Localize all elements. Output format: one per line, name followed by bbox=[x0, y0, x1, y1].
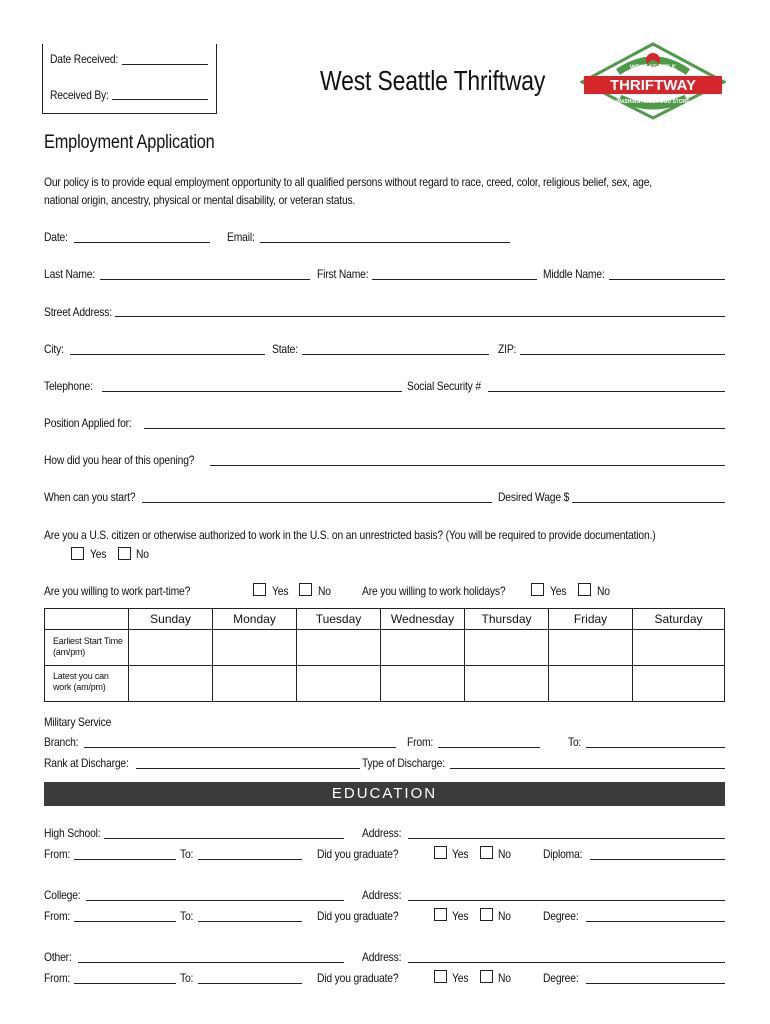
other-address-label: Address: bbox=[362, 950, 402, 964]
middle-name-field[interactable] bbox=[609, 279, 725, 280]
college-from-field[interactable] bbox=[74, 921, 176, 922]
first-name-label: First Name: bbox=[317, 267, 369, 281]
street-address-field[interactable] bbox=[115, 316, 725, 317]
grid-corner bbox=[45, 609, 129, 629]
availability-cell[interactable] bbox=[129, 665, 213, 701]
position-label: Position Applied for: bbox=[44, 416, 132, 430]
availability-cell[interactable] bbox=[633, 629, 724, 665]
day-header: Sunday bbox=[129, 609, 213, 629]
citizen-yes-checkbox[interactable] bbox=[71, 547, 84, 560]
availability-grid bbox=[44, 608, 725, 702]
availability-cell[interactable] bbox=[297, 629, 381, 665]
diploma-field[interactable] bbox=[590, 859, 725, 860]
part-time-yes-label: Yes bbox=[272, 584, 289, 598]
logo-main-text: THRIFTWAY bbox=[609, 77, 697, 94]
last-name-field[interactable] bbox=[100, 279, 310, 280]
hs-graduate-label: Did you graduate? bbox=[317, 847, 399, 861]
start-field[interactable] bbox=[142, 502, 492, 503]
rank-label: Rank at Discharge: bbox=[44, 756, 129, 770]
education-heading: EDUCATION bbox=[44, 782, 725, 806]
wage-label: Desired Wage $ bbox=[498, 490, 570, 504]
date-received-field[interactable] bbox=[122, 64, 208, 65]
received-by-field[interactable] bbox=[112, 99, 208, 100]
day-header: Tuesday bbox=[297, 609, 381, 629]
other-label: Other: bbox=[44, 950, 72, 964]
holidays-no-label: No bbox=[597, 584, 610, 598]
other-no-label: No bbox=[498, 971, 511, 985]
hs-yes-label: Yes bbox=[452, 847, 469, 861]
hs-to-label: To: bbox=[180, 847, 194, 861]
branch-field[interactable] bbox=[84, 747, 396, 748]
position-field[interactable] bbox=[144, 428, 725, 429]
college-label: College: bbox=[44, 888, 81, 902]
availability-cell[interactable] bbox=[381, 629, 465, 665]
availability-cell[interactable] bbox=[129, 629, 213, 665]
part-time-yes-checkbox[interactable] bbox=[253, 583, 266, 596]
availability-cell[interactable] bbox=[213, 629, 297, 665]
state-field[interactable] bbox=[302, 354, 489, 355]
day-header: Monday bbox=[213, 609, 297, 629]
date-label: Date: bbox=[44, 230, 68, 244]
other-graduate-no-checkbox[interactable] bbox=[480, 970, 493, 983]
other-field[interactable] bbox=[78, 962, 344, 963]
hear-field[interactable] bbox=[210, 465, 725, 466]
other-degree-field[interactable] bbox=[586, 983, 725, 984]
discharge-label: Type of Discharge: bbox=[362, 756, 445, 770]
hs-from-label: From: bbox=[44, 847, 71, 861]
day-header: Saturday bbox=[654, 612, 703, 626]
high-school-address-label: Address: bbox=[362, 826, 402, 840]
state-label: State: bbox=[272, 342, 298, 356]
email-label: Email: bbox=[227, 230, 255, 244]
city-field[interactable] bbox=[70, 354, 265, 355]
holidays-no-checkbox[interactable] bbox=[578, 583, 591, 596]
store-name: West Seattle Thriftway bbox=[320, 65, 546, 96]
military-from-label: From: bbox=[407, 735, 434, 749]
military-from-field[interactable] bbox=[438, 747, 540, 748]
last-name-label: Last Name: bbox=[44, 267, 96, 281]
availability-cell[interactable] bbox=[297, 665, 381, 701]
day-header: Thursday bbox=[465, 609, 549, 629]
part-time-question: Are you willing to work part-time? bbox=[44, 584, 191, 598]
availability-cell[interactable] bbox=[213, 665, 297, 701]
citizen-no-label: No bbox=[136, 547, 149, 561]
college-to-field[interactable] bbox=[198, 921, 302, 922]
college-address-label: Address: bbox=[362, 888, 402, 902]
high-school-label: High School: bbox=[44, 826, 101, 840]
city-label: City: bbox=[44, 342, 64, 356]
part-time-no-label: No bbox=[318, 584, 331, 598]
rank-field[interactable] bbox=[136, 768, 360, 769]
college-field[interactable] bbox=[86, 900, 344, 901]
high-school-field[interactable] bbox=[104, 838, 344, 839]
other-from-field[interactable] bbox=[74, 983, 176, 984]
availability-cell[interactable] bbox=[633, 665, 724, 701]
row-label-latest: Latest you can work (am/pm) bbox=[45, 665, 129, 701]
other-yes-label: Yes bbox=[452, 971, 469, 985]
email-field[interactable] bbox=[260, 242, 510, 243]
college-to-label: To: bbox=[180, 909, 194, 923]
other-degree-label: Degree: bbox=[543, 971, 579, 985]
ssn-field[interactable] bbox=[488, 391, 725, 392]
row-label-earliest: Earliest Start Time (am/pm) bbox=[45, 629, 129, 665]
date-field[interactable] bbox=[74, 242, 210, 243]
part-time-no-checkbox[interactable] bbox=[299, 583, 312, 596]
middle-name-label: Middle Name: bbox=[543, 267, 605, 281]
college-graduate-yes-checkbox[interactable] bbox=[434, 908, 447, 921]
college-no-label: No bbox=[498, 909, 511, 923]
discharge-field[interactable] bbox=[450, 768, 725, 769]
logo-top-text: WEST SEATTLE bbox=[630, 65, 676, 71]
other-to-field[interactable] bbox=[198, 983, 302, 984]
day-header: Friday bbox=[549, 609, 633, 629]
branch-label: Branch: bbox=[44, 735, 79, 749]
hs-to-field[interactable] bbox=[198, 859, 302, 860]
availability-cell[interactable] bbox=[381, 665, 465, 701]
college-address-field[interactable] bbox=[408, 900, 725, 901]
other-graduate-yes-checkbox[interactable] bbox=[434, 970, 447, 983]
diploma-label: Diploma: bbox=[543, 847, 583, 861]
other-to-label: To: bbox=[180, 971, 194, 985]
hs-no-label: No bbox=[498, 847, 511, 861]
hs-graduate-yes-checkbox[interactable] bbox=[434, 846, 447, 859]
telephone-label: Telephone: bbox=[44, 379, 93, 393]
citizen-yes-label: Yes bbox=[90, 547, 107, 561]
military-heading: Military Service bbox=[44, 715, 112, 729]
street-address-label: Street Address: bbox=[44, 305, 112, 319]
college-graduate-label: Did you graduate? bbox=[317, 909, 399, 923]
college-degree-label: Degree: bbox=[543, 909, 579, 923]
military-to-label: To: bbox=[568, 735, 582, 749]
college-degree-field[interactable] bbox=[586, 921, 725, 922]
college-yes-label: Yes bbox=[452, 909, 469, 923]
day-header: Wednesday bbox=[381, 609, 465, 629]
holidays-yes-label: Yes bbox=[550, 584, 567, 598]
college-graduate-no-checkbox[interactable] bbox=[480, 908, 493, 921]
zip-label: ZIP: bbox=[498, 342, 517, 356]
high-school-address-field[interactable] bbox=[408, 838, 725, 839]
telephone-field[interactable] bbox=[102, 391, 402, 392]
logo-sub-text: WASHINGTON'S FOOD STORE bbox=[616, 99, 690, 105]
holidays-question: Are you willing to work holidays? bbox=[362, 584, 506, 598]
citizen-no-checkbox[interactable] bbox=[118, 547, 131, 560]
hs-from-field[interactable] bbox=[74, 859, 176, 860]
date-received-label: Date Received: bbox=[50, 52, 119, 66]
availability-cell[interactable] bbox=[465, 629, 549, 665]
first-name-field[interactable] bbox=[372, 279, 537, 280]
received-by-label: Received By: bbox=[50, 88, 109, 102]
availability-cell[interactable] bbox=[465, 665, 549, 701]
other-graduate-label: Did you graduate? bbox=[317, 971, 399, 985]
military-to-field[interactable] bbox=[586, 747, 725, 748]
wage-field[interactable] bbox=[572, 502, 725, 503]
college-from-label: From: bbox=[44, 909, 71, 923]
citizen-question: Are you a U.S. citizen or otherwise authorized to work in the U.S. on an unrestricted basis? (You will be required to provide documentation.) bbox=[44, 528, 656, 542]
availability-cell[interactable] bbox=[549, 665, 633, 701]
availability-cell[interactable] bbox=[549, 629, 633, 665]
hear-label: How did you hear of this opening? bbox=[44, 453, 195, 467]
ssn-label: Social Security # bbox=[407, 379, 481, 393]
policy-line-1: Our policy is to provide equal employment opportunity to all qualified persons without regard to race, creed, color, religious belief, sex, age, bbox=[44, 175, 652, 189]
thriftway-logo bbox=[580, 42, 726, 120]
holidays-yes-checkbox[interactable] bbox=[531, 583, 544, 596]
hs-graduate-no-checkbox[interactable] bbox=[480, 846, 493, 859]
zip-field[interactable] bbox=[520, 354, 725, 355]
form-title: Employment Application bbox=[44, 132, 215, 153]
other-address-field[interactable] bbox=[408, 962, 725, 963]
policy-line-2: national origin, ancestry, physical or mental disability, or veteran status. bbox=[44, 193, 356, 207]
other-from-label: From: bbox=[44, 971, 71, 985]
start-label: When can you start? bbox=[44, 490, 136, 504]
